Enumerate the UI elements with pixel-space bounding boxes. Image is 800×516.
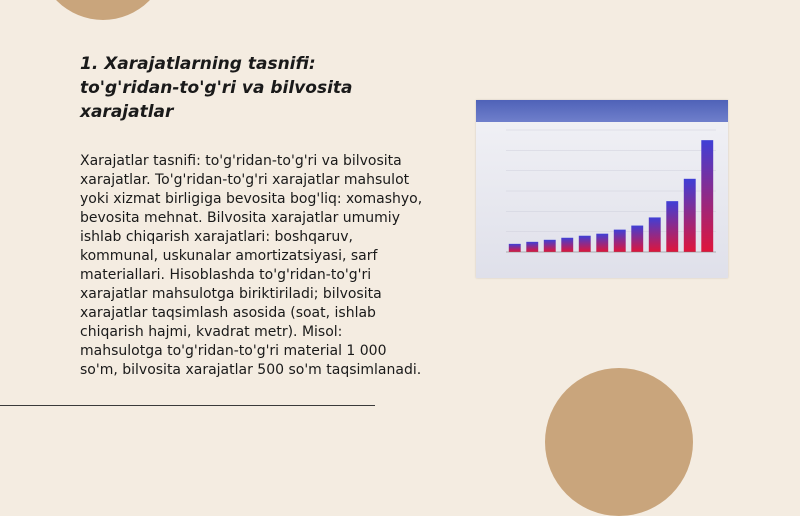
chart-bars	[509, 140, 713, 252]
slide-title: 1. Xarajatlarning tasnifi: to'g'ridan-to'g'ri va bilvosita xarajatlar	[80, 54, 353, 122]
bar-chart	[476, 122, 728, 278]
chart-bar	[684, 179, 696, 252]
chart-bar	[509, 244, 521, 252]
chart-bar	[579, 236, 591, 252]
chart-bar	[631, 226, 643, 252]
chart-title-bar	[476, 100, 728, 122]
decorative-circle-bottom	[545, 368, 693, 516]
chart-bar	[649, 217, 661, 252]
chart-bar	[544, 240, 556, 252]
chart-bar	[666, 201, 678, 252]
chart-bar	[701, 140, 713, 252]
chart-bar	[526, 242, 538, 252]
slide-body-text: Xarajatlar tasnifi: to'g'ridan-to'g'ri va bilvosita xarajatlar. To'g'ridan-to'g'ri xarajatlar mahsulot yoki xizmat birligiga bevosita bog'liq: xomashyo, bevosita mehnat. Bilvosita xarajatlar umumiy ishlab chiqarish xarajatlari: boshqaruv, kommunal, uskunalar amortizatsiyasi, sarf materiallari. Hisoblashda to'g'ridan-to'g'ri xarajatlar mahsulotga biriktiriladi; bilvosita xarajatlar taqsimlash asosida (soat, ishlab chiqarish hajmi, kvadrat metr). Misol: mahsulotga to'g'ridan-to'g'ri material 1 000 so'm, bilvosita xarajatlar 500 so'm taqsimlanadi.	[80, 153, 423, 378]
decorative-circle-top	[38, 0, 168, 20]
divider-line	[0, 405, 375, 406]
chart-image	[476, 100, 728, 278]
chart-bar	[614, 230, 626, 252]
chart-bar	[561, 238, 573, 252]
chart-bar	[596, 234, 608, 252]
